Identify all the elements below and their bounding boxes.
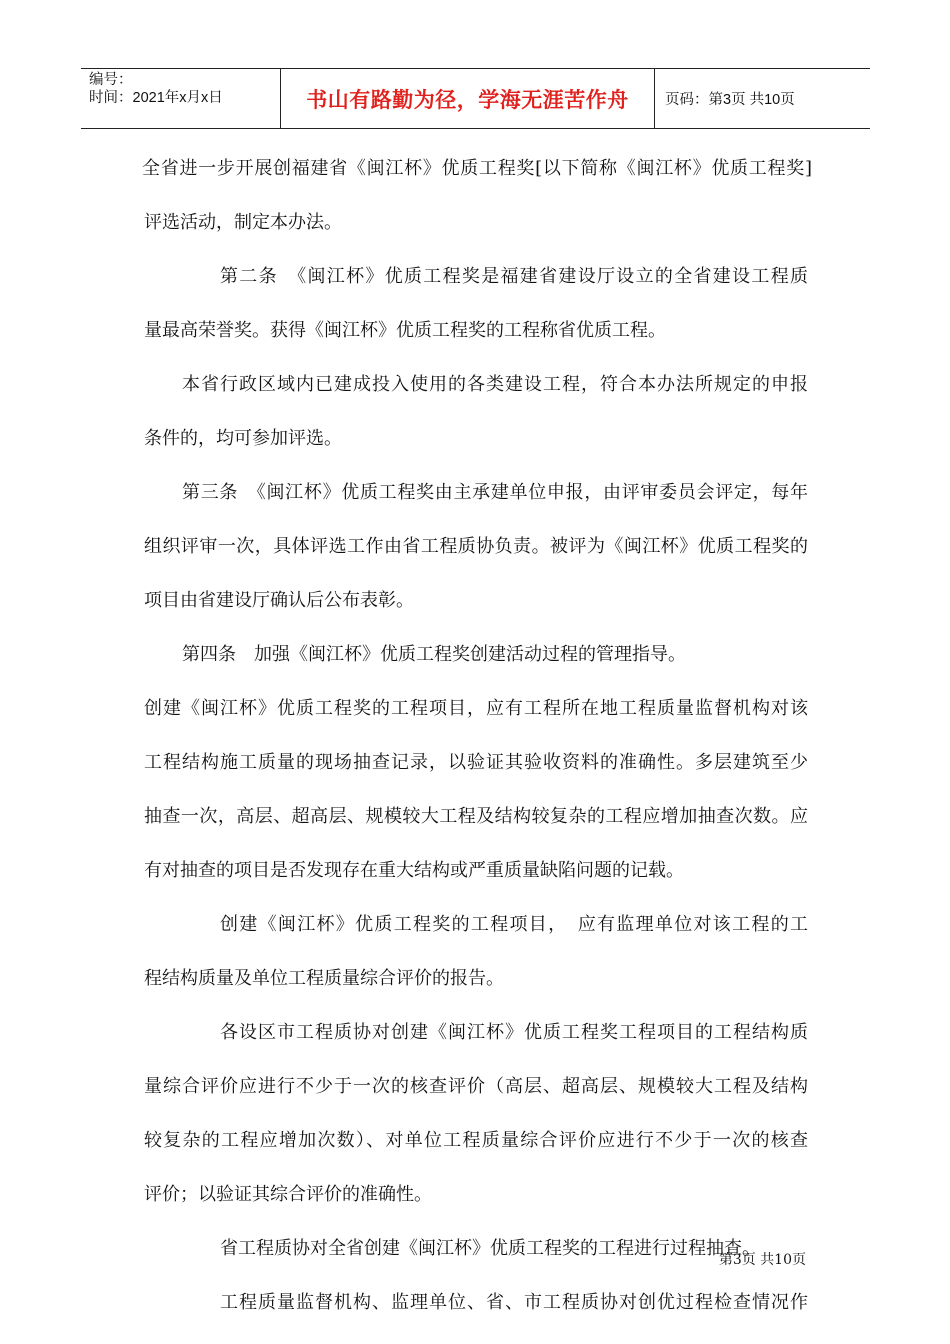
body-line: 较复杂的工程应增加次数）、对单位工程质量综合评价应进行不少于一次的核查 xyxy=(144,1130,808,1151)
body-line: 评价；以验证其综合评价的准确性。 xyxy=(144,1184,432,1205)
body-line: 各设区市工程质协对创建《闽江杯》优质工程奖工程项目的工程结构质 xyxy=(220,1022,808,1043)
document-time: 时间：2021年x月x日 xyxy=(89,90,223,106)
body-line: 抽查一次，高层、超高层、规模较大工程及结构较复杂的工程应增加抽查次数。应 xyxy=(144,806,808,827)
article-3-heading-line: 第三条 《闽江杯》优质工程奖由主承建单位申报，由评审委员会评定，每年 xyxy=(182,482,808,503)
body-line: 全省进一步开展创福建省《闽江杯》优质工程奖[以下简称《闽江杯》优质工程奖] xyxy=(142,158,812,179)
body-line: 工程质量监督机构、监理单位、省、市工程质协对创优过程检查情况作 xyxy=(220,1292,808,1313)
article-2-heading-line: 第二条 《闽江杯》优质工程奖是福建省建设厅设立的全省建设工程质 xyxy=(220,266,808,287)
page-footer-number: 第3页 共10页 xyxy=(718,1252,806,1268)
body-line: 量综合评价应进行不少于一次的核查评价（高层、超高层、规模较大工程及结构 xyxy=(144,1076,808,1097)
body-line: 工程结构施工质量的现场抽查记录，以验证其验收资料的准确性。多层建筑至少 xyxy=(144,752,808,773)
body-line: 量最高荣誉奖。获得《闽江杯》优质工程奖的工程称省优质工程。 xyxy=(144,320,666,341)
document-number-label: 编号： xyxy=(89,72,133,88)
body-line: 项目由省建设厅确认后公布表彰。 xyxy=(144,590,414,611)
body-line: 评选活动，制定本办法。 xyxy=(144,212,342,233)
header-meta xyxy=(81,69,281,128)
body-line: 条件的，均可参加评选。 xyxy=(144,428,342,449)
document-body xyxy=(142,152,812,1340)
body-line: 有对抽查的项目是否发现存在重大结构或严重质量缺陷问题的记载。 xyxy=(144,860,684,881)
page-header xyxy=(81,68,870,129)
body-line: 组织评审一次，具体评选工作由省工程质协负责。被评为《闽江杯》优质工程奖的 xyxy=(144,536,808,557)
body-line: 程结构质量及单位工程质量综合评价的报告。 xyxy=(144,968,504,989)
body-line: 创建《闽江杯》优质工程奖的工程项目， 应有监理单位对该工程的工 xyxy=(220,914,808,935)
header-motto: 书山有路勤为径，学海无涯苦作舟 xyxy=(281,69,655,128)
article-4-heading-line: 第四条 加强《闽江杯》优质工程奖创建活动过程的管理指导。 xyxy=(182,644,686,665)
body-line: 本省行政区域内已建成投入使用的各类建设工程，符合本办法所规定的申报 xyxy=(182,374,808,395)
header-page-info: 页码：第3页 共10页 xyxy=(665,92,795,108)
body-line: 省工程质协对全省创建《闽江杯》优质工程奖的工程进行过程抽查。 xyxy=(220,1238,760,1259)
body-line: 创建《闽江杯》优质工程奖的工程项目，应有工程所在地工程质量监督机构对该 xyxy=(144,698,808,719)
